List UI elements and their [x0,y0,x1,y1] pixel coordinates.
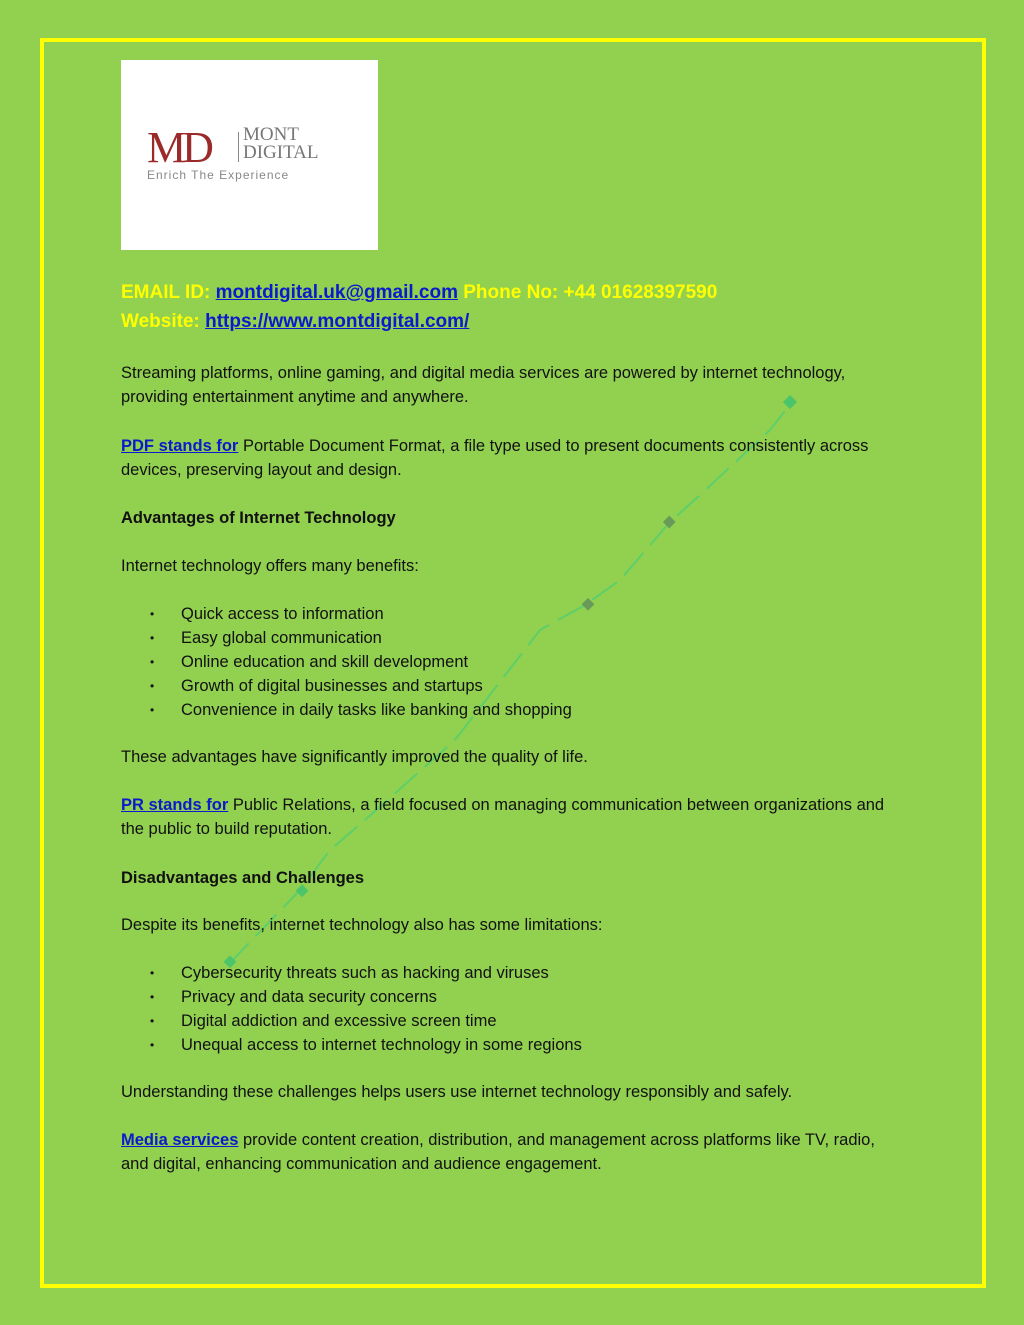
list-item: • Easy global communication [121,626,901,650]
pdf-link[interactable]: PDF stands for [121,437,239,455]
intro-paragraph: Streaming platforms, online gaming, and digital media services are powered by internet technology, providing entertainment anytime and anywhere. [121,364,846,406]
list-item: • Convenience in daily tasks like banking and shopping [121,698,901,722]
list-item: • Growth of digital businesses and startups [121,674,901,698]
advantages-heading: Advantages of Internet Technology [121,509,396,527]
website-link[interactable]: https://www.montdigital.com/ [205,311,470,332]
list-item: • Cybersecurity threats such as hacking and viruses [121,961,901,985]
advantages-intro: Internet technology offers many benefits: [121,557,419,575]
pdf-paragraph: PDF stands for Portable Document Format, a file type used to present documents consistently across devices, preserving layout and design. [121,437,869,479]
disadvantages-outro: Understanding these challenges helps users use internet technology responsibly and safely. [121,1083,793,1101]
advantages-outro: These advantages have significantly improved the quality of life. [121,748,588,766]
disadvantages-list [121,961,901,1057]
list-item: • Unequal access to internet technology in some regions [121,1033,901,1057]
list-item: • Quick access to information [121,602,901,626]
contact-info: EMAIL ID: montdigital.uk@gmail.com Phone No: +44 01628397590 Website: https://www.montdigital.com/ [121,282,718,332]
list-item: • Privacy and data security concerns [121,985,901,1009]
logo-initials: MD [147,123,210,172]
media-paragraph: Media services provide content creation, distribution, and management across platforms like TV, radio, and digital, enhancing communication and audience engagement. [121,1131,875,1173]
disadvantages-intro: Despite its benefits, internet technology also has some limitations: [121,916,603,934]
list-item: • Online education and skill development [121,650,901,674]
logo-tagline: Enrich The Experience [147,168,290,182]
media-services-link[interactable]: Media services [121,1131,239,1149]
pr-paragraph: PR stands for Public Relations, a field focused on managing communication between organizations and the public to build reputation. [121,796,885,838]
pr-link[interactable]: PR stands for [121,796,229,814]
advantages-list [121,602,901,722]
logo-name: MONT DIGITAL [243,124,319,163]
disadvantages-heading: Disadvantages and Challenges [121,869,364,887]
list-item: • Digital addiction and excessive screen time [121,1009,901,1033]
email-link[interactable]: montdigital.uk@gmail.com [215,282,458,303]
